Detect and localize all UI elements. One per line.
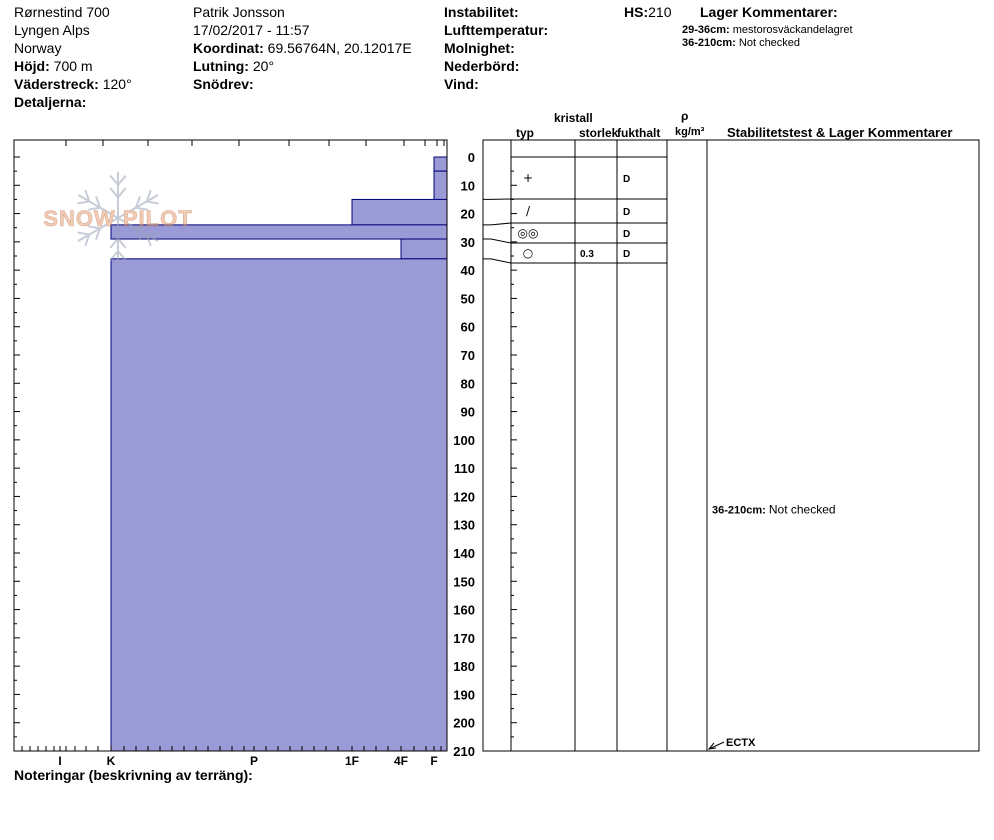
- depth-connector: [483, 259, 511, 263]
- col-fukthalt: fukthalt: [617, 126, 661, 140]
- grain-type-symbol: +: [522, 171, 534, 185]
- col-typ: typ: [516, 126, 534, 140]
- depth-tick-label: 100: [453, 432, 475, 448]
- stability-note-range: 36-210cm:: [712, 504, 769, 517]
- moisture-value: D: [623, 249, 631, 260]
- observer-name: Patrik Jonsson: [193, 4, 285, 20]
- drift-label: Snödrev:: [193, 76, 254, 92]
- grain-size: 0.3: [580, 249, 594, 260]
- elevation-label: Höjd:: [14, 58, 50, 74]
- grain-type-symbol: ◎◎: [517, 226, 539, 240]
- snowflake-branch: [118, 239, 126, 248]
- hardness-label: P: [249, 754, 259, 768]
- depth-tick-label: 120: [453, 489, 475, 505]
- coord-label: Koordinat:: [193, 40, 264, 56]
- depth-tick-label: 160: [453, 602, 475, 618]
- moisture-value: D: [623, 229, 631, 240]
- layer-table: [483, 140, 979, 751]
- hardness-bars: [111, 157, 447, 751]
- grain-type-symbol: ○: [522, 246, 534, 260]
- snowpilot-logo: [43, 172, 192, 264]
- depth-tick-label: 130: [453, 517, 475, 533]
- hardness-label: K: [106, 754, 116, 768]
- stability-column: [709, 503, 836, 749]
- col-stability: Stabilitetstest & Lager Kommentarer: [727, 125, 953, 140]
- depth-tick-label: 150: [453, 574, 475, 590]
- depth-tick-label: 200: [453, 715, 475, 731]
- stability-note-text: Not checked: [768, 502, 836, 517]
- location-name: Rørnestind 700: [14, 4, 110, 20]
- hardness-bar: [352, 199, 447, 224]
- hs-label: HS:: [624, 4, 649, 20]
- col-density-unit: kg/m³: [675, 126, 705, 138]
- depth-tick-label: 30: [460, 234, 475, 250]
- moisture-value: D: [623, 174, 631, 185]
- hardness-bar: [401, 239, 447, 259]
- hardness-bar: [434, 171, 447, 199]
- hardness-label: I: [58, 754, 62, 768]
- depth-connector: [483, 239, 511, 243]
- hs-value: 210: [648, 4, 672, 20]
- ectx-label: ECTX: [726, 737, 756, 749]
- slope-label: Lutning:: [193, 58, 249, 74]
- snowflake-branch: [110, 239, 118, 248]
- ectx-arrow: [709, 742, 724, 749]
- hardness-bar: [434, 157, 447, 171]
- col-kristall: kristall: [554, 111, 593, 125]
- depth-tick-label: 50: [460, 291, 475, 307]
- depth-tick-label: 140: [453, 546, 475, 561]
- snowflake-branch: [78, 201, 90, 203]
- grain-type-symbol: /: [525, 204, 531, 218]
- range-name: Lyngen Alps: [14, 22, 90, 38]
- layer-comment-text: Not checked: [738, 37, 801, 49]
- snowflake-branch: [147, 201, 159, 203]
- logo-text: SNOW PILOT: [43, 206, 193, 231]
- snowflake-branch: [110, 176, 118, 185]
- instability-label: Instabilitet:: [444, 4, 519, 20]
- slope-value: 20°: [252, 58, 275, 74]
- snowflake-branch: [118, 176, 126, 185]
- elevation-value: 700 m: [53, 58, 93, 74]
- aspect-value: 120°: [102, 76, 132, 92]
- stability-note: [712, 503, 836, 517]
- hardness-bar: [111, 259, 447, 751]
- country-name: Norway: [14, 40, 62, 56]
- cloud-label: Molnighet:: [444, 40, 515, 56]
- snowflake-branch: [110, 188, 118, 197]
- hardness-axis: [58, 754, 437, 768]
- moisture-value: D: [623, 207, 631, 218]
- depth-tick-label: 210: [453, 744, 475, 759]
- hardness-label: F: [430, 754, 438, 768]
- details-label: Detaljerna:: [14, 94, 87, 110]
- col-storlek: storlek: [579, 126, 619, 140]
- depth-tick-label: 190: [453, 687, 475, 703]
- layer-comment-range: 36-210cm:: [682, 37, 736, 49]
- layer-comment-text: mestorosväckandelagret: [732, 24, 853, 36]
- wind-label: Vind:: [444, 76, 479, 92]
- depth-tick-label: 170: [453, 630, 475, 646]
- depth-tick-label: 110: [454, 461, 475, 477]
- table-border: [483, 140, 979, 751]
- depth-axis: [453, 150, 475, 759]
- depth-tick-label: 60: [460, 319, 475, 335]
- depth-tick-label: 40: [460, 263, 475, 279]
- depth-tick-label: 90: [460, 404, 475, 420]
- terrain-notes-label: Noteringar (beskrivning av terräng):: [14, 767, 253, 783]
- depth-tick-label: 0: [467, 150, 475, 165]
- airtemp-label: Lufttemperatur:: [444, 22, 549, 38]
- observation-datetime: 17/02/2017 - 11:57: [193, 22, 310, 38]
- aspect-label: Väderstreck:: [14, 76, 99, 92]
- col-rho: ρ: [681, 109, 689, 123]
- precip-label: Nederbörd:: [444, 58, 520, 74]
- depth-connector: [483, 223, 511, 225]
- depth-tick-label: 70: [460, 348, 475, 363]
- snowflake-branch: [118, 188, 126, 197]
- hardness-label: 1F: [344, 754, 360, 768]
- depth-tick-label: 20: [460, 206, 475, 222]
- layer-comment-range: 29-36cm:: [682, 24, 730, 36]
- coord-value: 69.56764N, 20.12017E: [267, 40, 412, 56]
- layer-comments-title: Lager Kommentarer:: [700, 4, 838, 20]
- depth-tick-label: 80: [460, 376, 475, 392]
- depth-tick-label: 10: [460, 178, 475, 194]
- snowflake-branch: [78, 232, 90, 234]
- hardness-label: 4F: [393, 754, 409, 768]
- depth-tick-label: 180: [453, 659, 475, 675]
